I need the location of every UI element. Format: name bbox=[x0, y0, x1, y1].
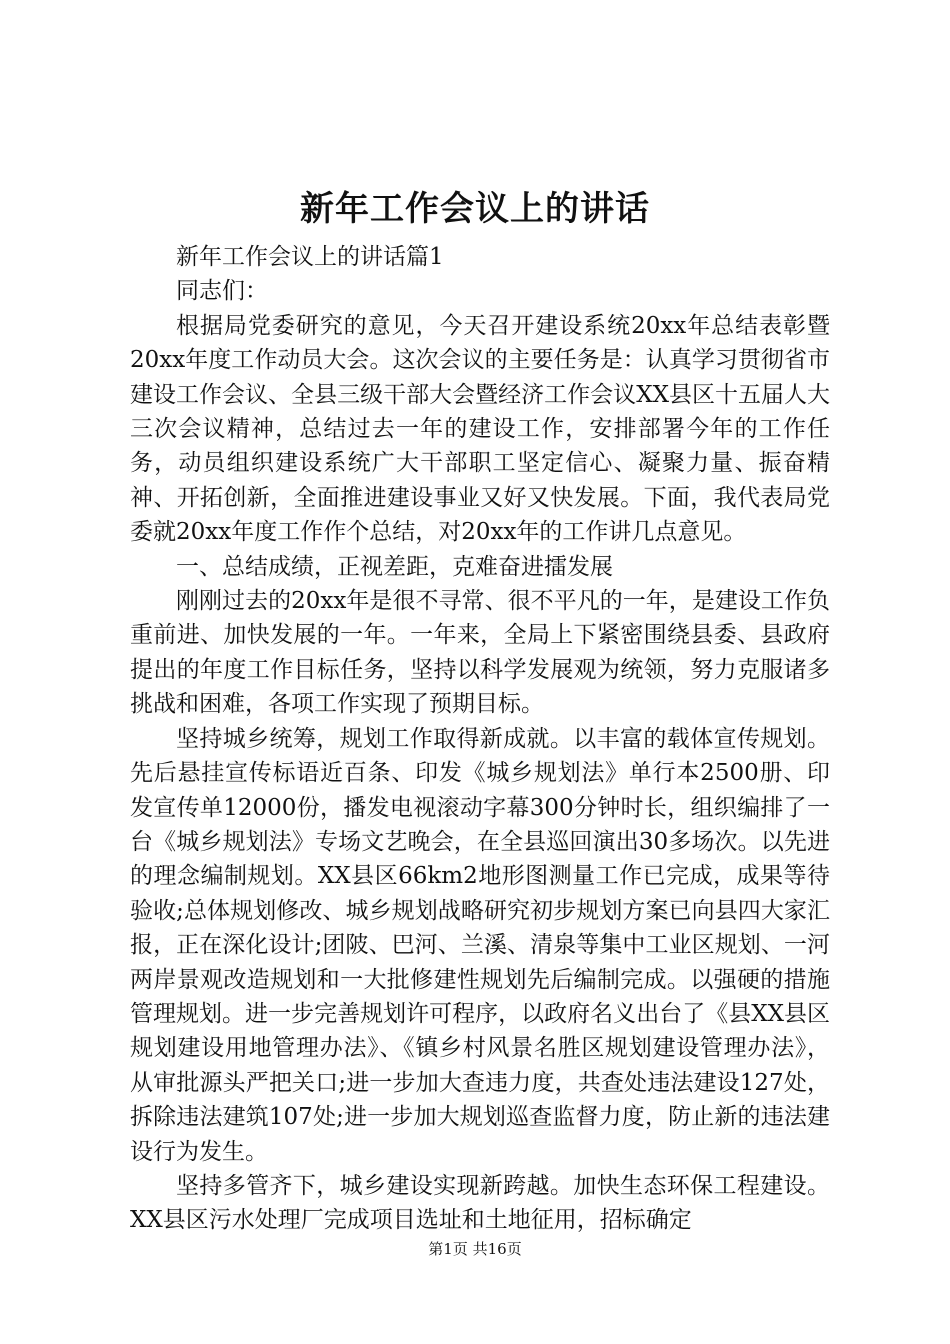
section-heading: 一、总结成绩，正视差距，克难奋进擂发展 bbox=[176, 553, 613, 580]
salutation: 同志们： bbox=[176, 278, 268, 305]
paragraph: 坚持城乡统筹，规划工作取得新成就。以丰富的载体宣传规划。先后悬挂宣传标语近百条、印发《城乡规划法》单行本2500册、印发宣传单12000份，播发电视滚动字幕300分钟时长，组织编排了一台《城乡规划法》专场文艺晚会，在全县巡回演出30多场次。以先进的理念编制规划。XX县区66km2地形图测量工作已完成，成果等待验收;总体规划修改、城乡规划战略研究初步规划方案已向县四大家汇报，正在深化设计;团陂、巴河、兰溪、清泉等集中工业区规划、一河两岸景观改造规划和一大批修建性规划先后编制完成。以强硬的措施管理规划。进一步完善规划许可程序，以政府名义出台了《县XX县区规划建设用地管理办法》、《镇乡村风景名胜区规划建设管理办法》，从审批源头严把关口;进一步加大查违力度，共查处违法建设127处，拆除违法建筑107处;进一步加大规划巡查监督力度，防止新的违法建设行为发生。 bbox=[130, 725, 830, 1165]
paragraph: 坚持多管齐下，城乡建设实现新跨越。加快生态环保工程建设。XX县区污水处理厂完成项目选址和土地征用，招标确定 bbox=[130, 1172, 830, 1234]
paragraph: 根据局党委研究的意见，今天召开建设系统20xx年总结表彰暨20xx年度工作动员大会。这次会议的主要任务是：认真学习贯彻省市建设工作会议、全县三级干部大会暨经济工作会议XX县区十五届人大三次会议精神，总结过去一年的建设工作，安排部署今年的工作任务，动员组织建设系统广大干部职工坚定信心、凝聚力量、振奋精神、开拓创新，全面推进建设事业又好又快发展。下面，我代表局党委就20xx年度工作作个总结，对20xx年的工作讲几点意见。 bbox=[130, 312, 830, 546]
document-body bbox=[130, 240, 830, 1238]
document-title: 新年工作会议上的讲话 bbox=[300, 189, 650, 229]
paragraph: 刚刚过去的20xx年是很不寻常、很不平凡的一年，是建设工作负重前进、加快发展的一年。一年来，全局上下紧密围绕县委、县政府提出的年度工作目标任务，坚持以科学发展观为统领，努力克服诸多挑战和困难，各项工作实现了预期目标。 bbox=[130, 588, 830, 718]
section-heading: 新年工作会议上的讲话篇1 bbox=[176, 244, 444, 270]
page-number: 第1页 共16页 bbox=[428, 1240, 522, 1258]
